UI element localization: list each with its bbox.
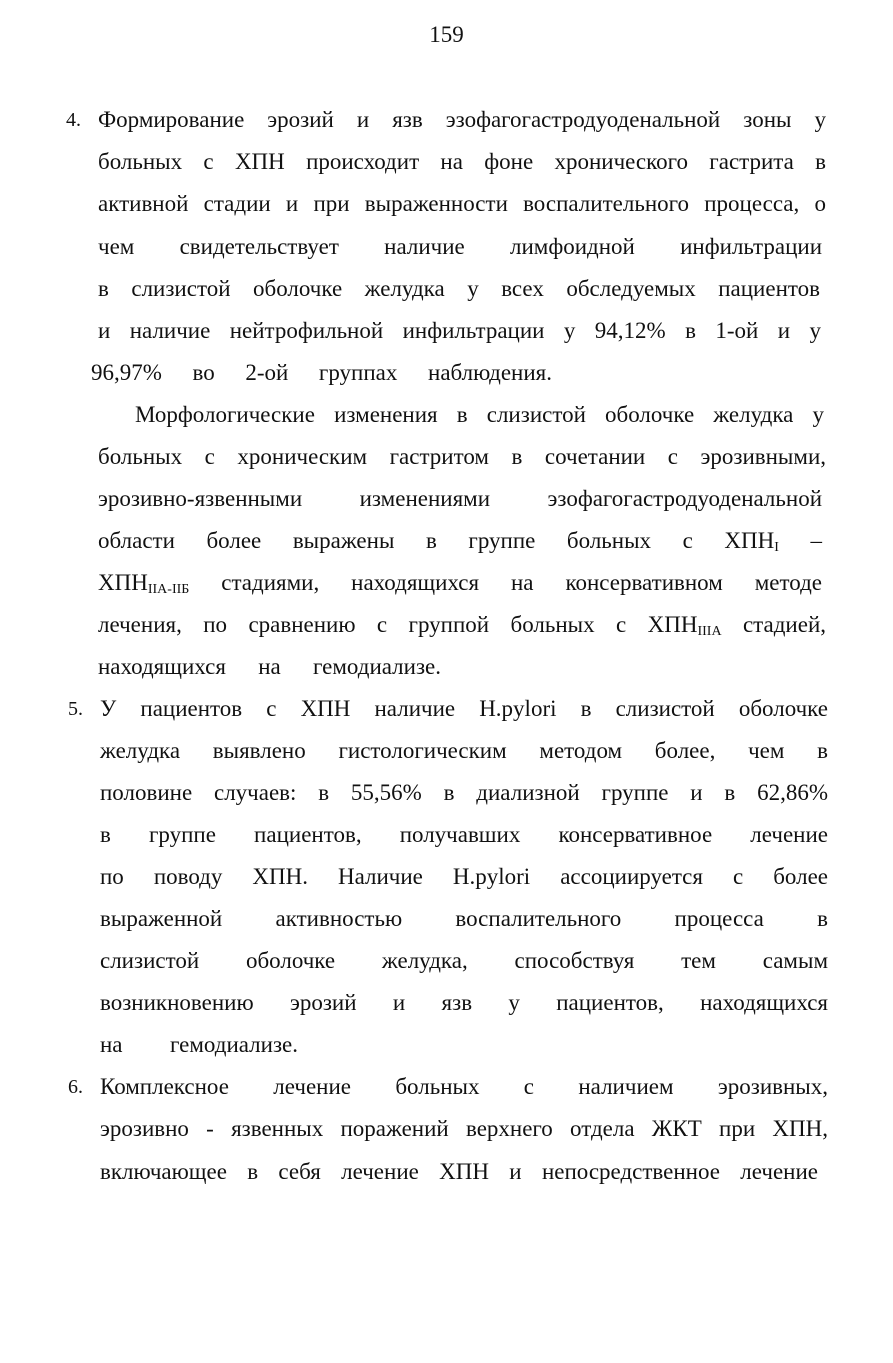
text-line: и наличие нейтрофильной инфильтрации у 94,12% в 1-ой и у	[98, 318, 821, 343]
list-number-5: 5.	[68, 698, 83, 720]
text-line: по поводу ХПН. Наличие H.pylori ассоциируется с более	[100, 864, 828, 889]
text-line: в группе пациентов, получавших консервативное лечение	[100, 822, 828, 847]
text-line: эрозивно-язвенными изменениями эзофагогастродуоденальной	[98, 486, 822, 511]
text-line: на гемодиализе.	[100, 1032, 298, 1057]
text-line: области более выражены в группе больных с $ХПН_I$ –	[98, 528, 822, 555]
text-line: лечения, по сравнению с группой больных с $ХПН_{IIIА}$ стадией,	[98, 612, 827, 639]
text-line: Морфологические изменения в слизистой оболочке желудка у	[135, 402, 824, 427]
text-line: желудка выявлено гистологическим методом более, чем в	[100, 738, 828, 763]
text-line: включающее в себя лечение ХПН и непосредственное лечение	[100, 1159, 818, 1184]
text-line: половине случаев: в 55,56% в диализной группе и в 62,86%	[100, 780, 828, 805]
list-number-6: 6.	[68, 1076, 83, 1098]
text-line: активной стадии и при выраженности воспалительного процесса, о	[98, 191, 826, 216]
text-line: чем свидетельствует наличие лимфоидной инфильтрации	[98, 234, 822, 259]
list-number-4: 4.	[66, 109, 81, 131]
text-line: У пациентов с ХПН наличие H.pylori в слизистой оболочке	[100, 696, 828, 721]
text-line: возникновению эрозий и язв у пациентов, находящихся	[100, 990, 828, 1015]
text-line: больных с ХПН происходит на фоне хронического гастрита в	[98, 149, 826, 174]
text-line: выраженной активностью воспалительного процесса в	[100, 906, 828, 931]
text-line: в слизистой оболочке желудка у всех обследуемых пациентов	[98, 276, 820, 301]
text-line: слизистой оболочке желудка, способствуя тем самым	[100, 948, 828, 973]
text-line: Комплексное лечение больных с наличием эрозивных,	[100, 1074, 828, 1099]
text-line: эрозивно - язвенных поражений верхнего отдела ЖКТ при ХПН,	[100, 1116, 828, 1141]
text-line: $ХПН_{IIА-IIБ}$ стадиями, находящихся на консервативном методе	[98, 570, 822, 597]
page-number: 159	[429, 22, 464, 47]
text-line: Формирование эрозий и язв эзофагогастродуоденальной зоны у	[98, 107, 826, 132]
text-line: находящихся на гемодиализе.	[98, 654, 441, 679]
text-line: 96,97% во 2-ой группах наблюдения.	[91, 360, 552, 385]
text-line: больных с хроническим гастритом в сочетании с эрозивными,	[98, 444, 826, 469]
